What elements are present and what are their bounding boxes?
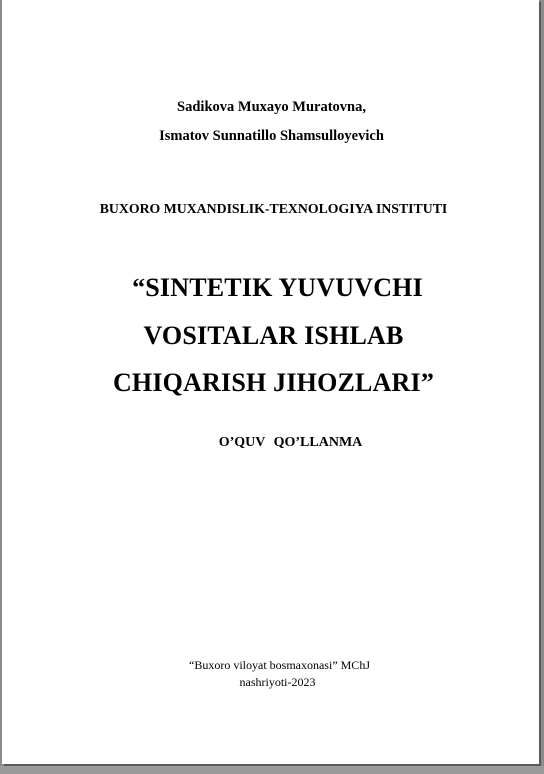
document-subtitle: O’QUV QO’LLANMA [218, 435, 363, 450]
document-page [2, 0, 539, 764]
horizontal-scrollbar[interactable] [0, 766, 544, 774]
title-line: CHIQARISH JIHOZLARI” [112, 368, 435, 397]
title-line: VOSITALAR ISHLAB [143, 321, 404, 350]
institute-name: BUXORO MUXANDISLIK-TEXNOLOGIYA INSTITUTI [99, 201, 448, 216]
author-name: Ismatov Sunnatillo Shamsulloyevich [159, 128, 384, 144]
author-name: Sadikova Muxayo Muratovna, [177, 99, 366, 115]
publication-year: nashriyoti-2023 [239, 675, 316, 689]
publisher-name: “Buxoro viloyat bosmaxonasi” MChJ [189, 658, 370, 672]
title-line: “SINTETIK YUVUVCHI [132, 273, 423, 302]
